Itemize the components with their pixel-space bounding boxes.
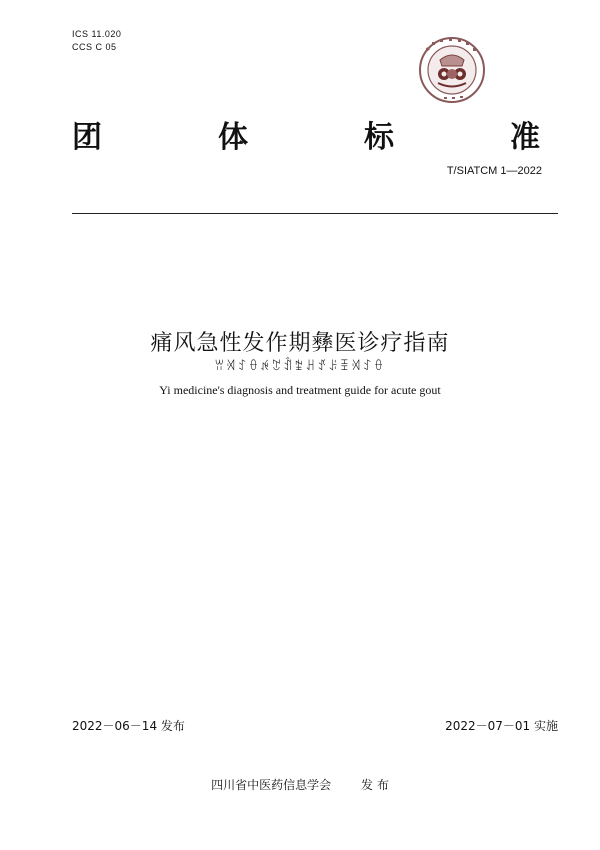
doc-type-char: 标 [364,120,394,155]
doc-type-char: 体 [218,120,248,155]
title-chinese: 痛风急性发作期彝医诊疗指南 [150,331,450,356]
ics-code: ICS 11.020 [72,29,122,39]
ccs-code: CCS C 05 [72,42,117,52]
doc-type-char: 准 [510,120,540,155]
publisher-line [0,776,600,793]
title-yi: ꀕꄉꉘꂷꉌꇖꀉꄹꃅꀋꌠꀨꄉꉘꂷ [214,359,386,373]
society-seal-icon [418,36,486,104]
issue-date: 2022－06－14 发布 [72,719,185,733]
title-english: Yi medicine's diagnosis and treatment guide for acute gout [159,383,441,397]
header-divider [72,213,558,214]
classification-codes [72,28,121,54]
implementation-date: 2022－07－01 实施 [445,719,558,733]
document-type-heading [72,112,540,155]
publisher-action: 发 布 [361,778,389,792]
doc-type-char: 团 [72,120,102,155]
standard-number: T/SIATCM 1—2022 [446,165,542,177]
publisher-name: 四川省中医药信息学会 [211,778,332,792]
